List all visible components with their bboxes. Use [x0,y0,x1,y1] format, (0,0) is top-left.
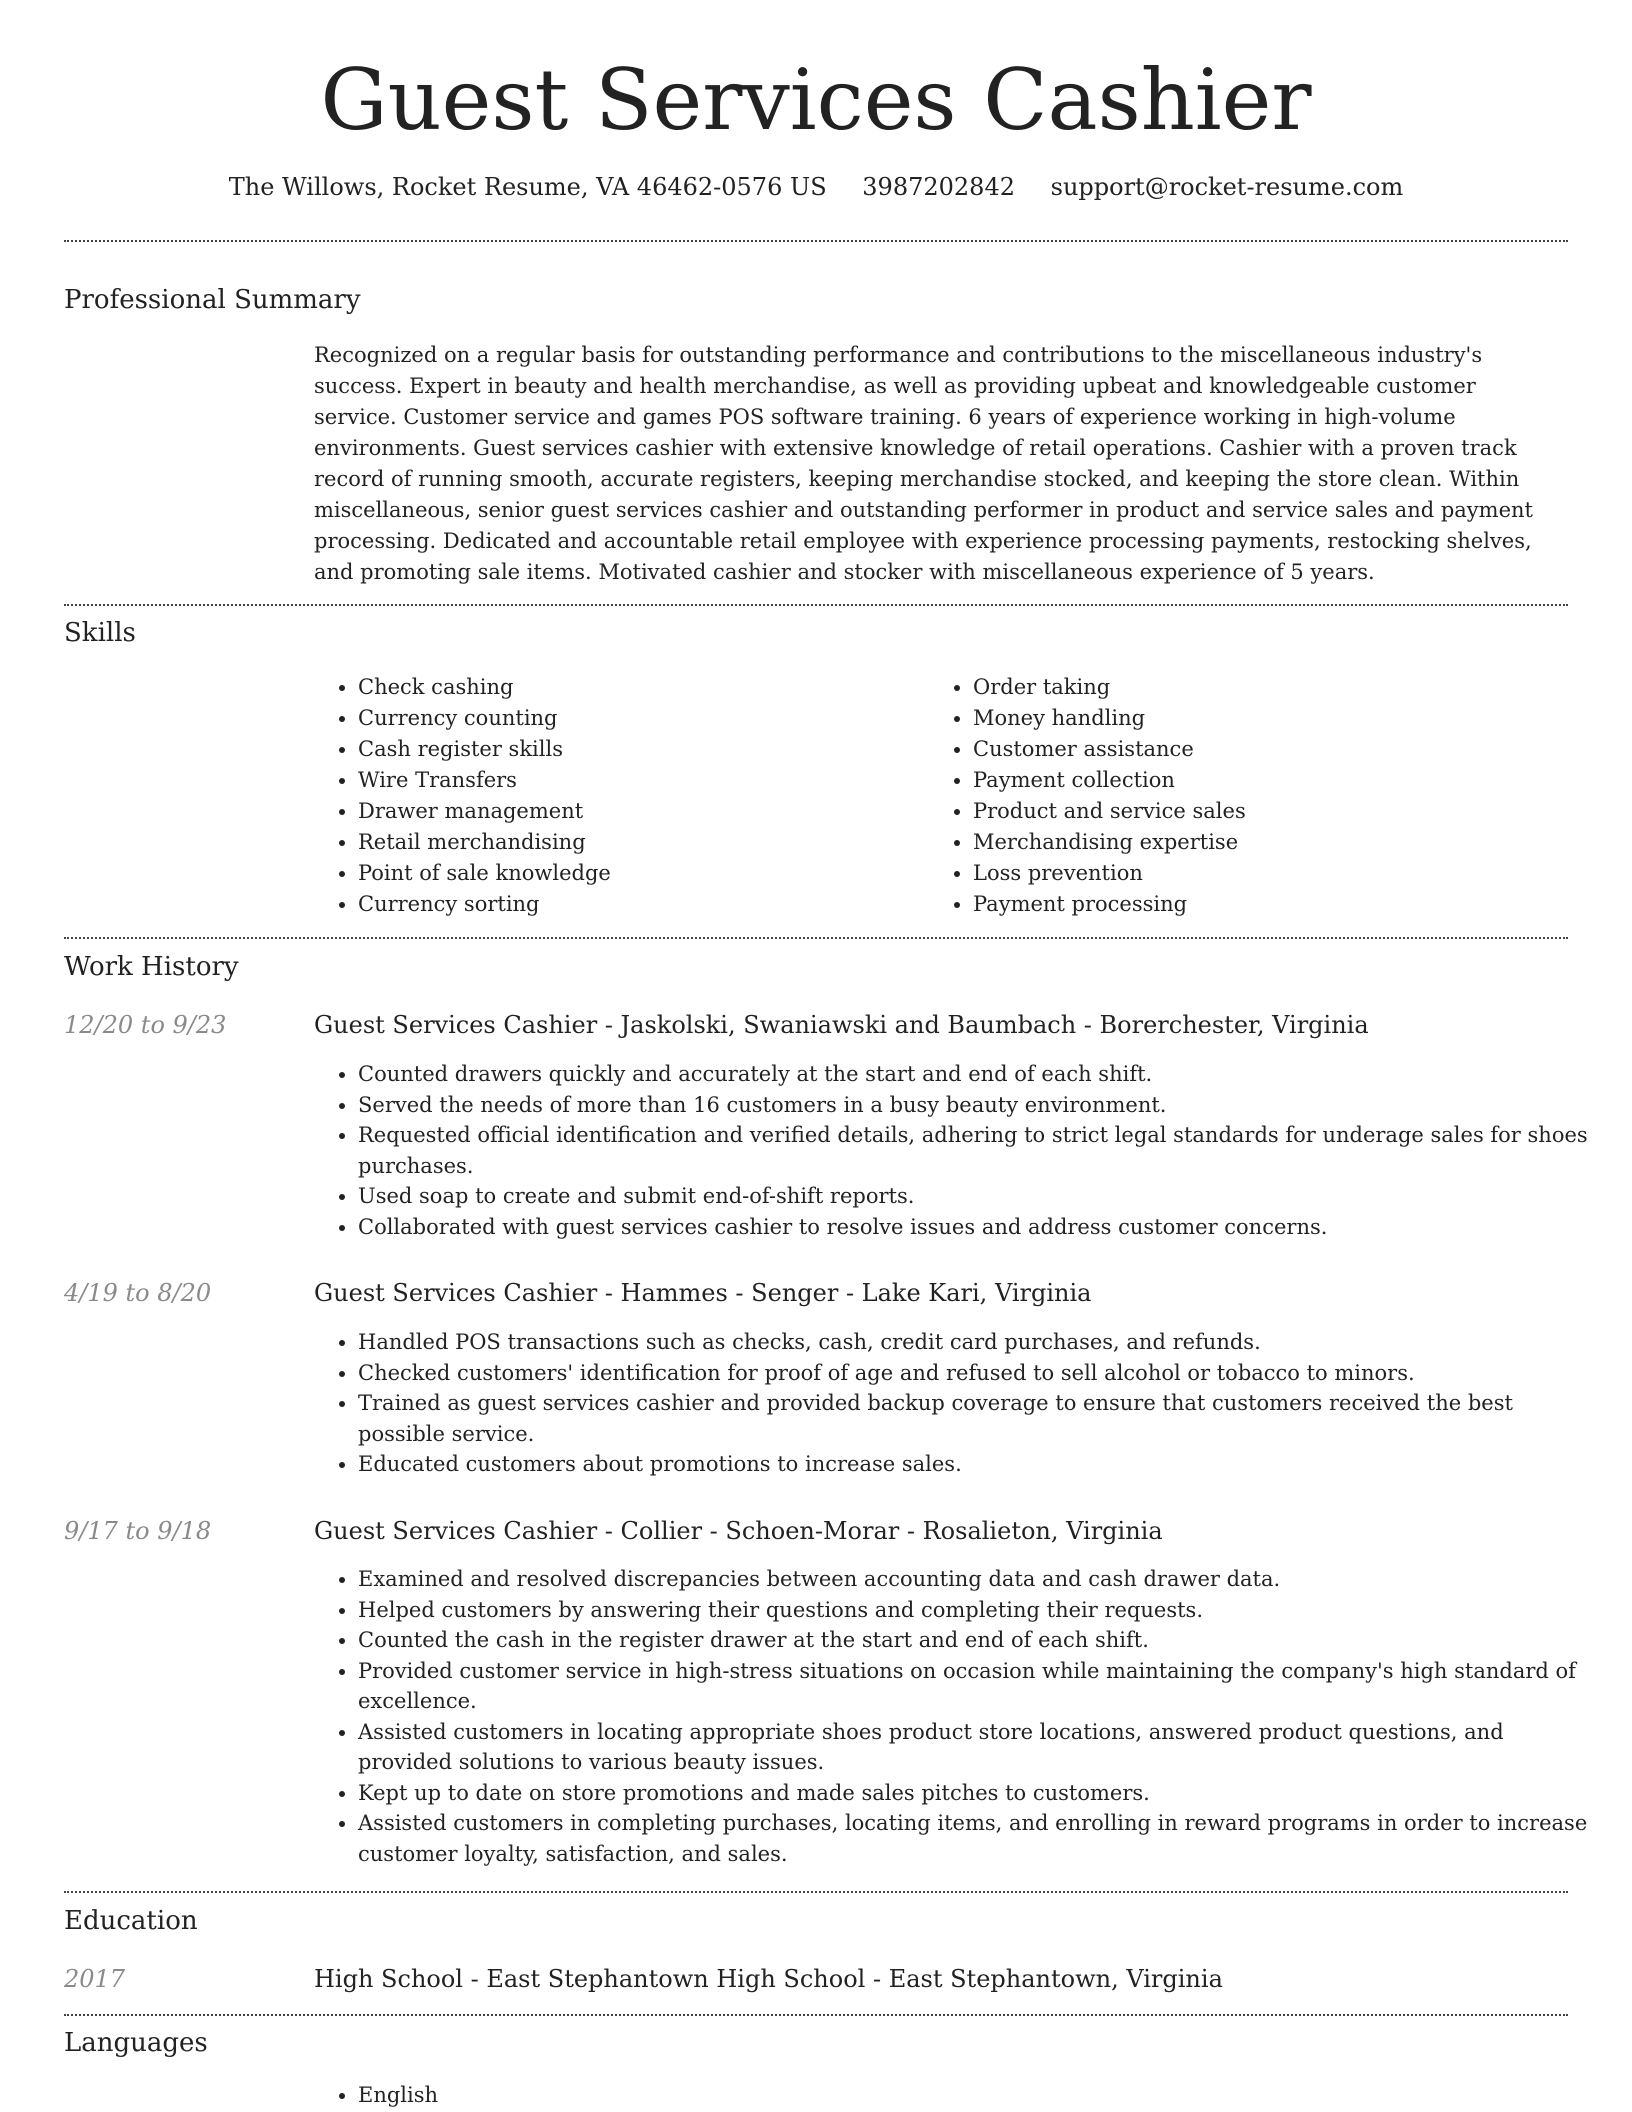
job-bullet: • Counted the cash in the register drawer at the start and end of each shift. [358,1625,1588,1656]
candidate-name: Guest Services Cashier [320,51,1312,149]
job-bullet: • Provided customer service in high-stress situations on occasion while maintaining the company's high standard of excellence. [358,1656,1588,1717]
contact-address: The Willows, Rocket Resume, VA 46462-0576 US [228,173,827,201]
skill-item: • Wire Transfers [358,765,918,796]
skill-item: • Money handling [973,703,1573,734]
job-bullet: • Used soap to create and submit end-of-shift reports. [358,1181,1588,1212]
job-heading: Guest Services Cashier - Hammes - Senger - Lake Kari, Virginia [314,1279,1092,1307]
languages-section-title: Languages [64,2028,208,2058]
skill-item: • Point of sale knowledge [358,858,918,889]
section-divider [64,1891,1568,1893]
summary-section-title: Professional Summary [64,285,361,315]
job-bullets [314,1059,1588,1242]
section-divider [64,2014,1568,2016]
job-bullet: • Requested official identification and verified details, adhering to strict legal standards for underage sales for shoes purchases. [358,1120,1588,1181]
section-divider [64,604,1568,606]
skills-section-title: Skills [64,618,136,648]
languages-list [314,2080,438,2111]
skill-item: • Drawer management [358,796,918,827]
education-year: 2017 [64,1965,126,1993]
work-section-title: Work History [64,952,239,982]
job-bullet: • Counted drawers quickly and accurately at the start and end of each shift. [358,1059,1588,1090]
skill-item: • Retail merchandising [358,827,918,858]
language-item: • English [358,2080,438,2111]
job-heading: Guest Services Cashier - Jaskolski, Swaniawski and Baumbach - Borerchester, Virginia [314,1011,1369,1039]
job-bullet: • Collaborated with guest services cashier to resolve issues and address customer concerns. [358,1212,1588,1243]
job-dates: 12/20 to 9/23 [64,1011,227,1039]
skill-item: • Cash register skills [358,734,918,765]
summary-text: Recognized on a regular basis for outstanding performance and contributions to the miscellaneous industry's success. Expert in beauty and health merchandise, as well as providing upbeat and knowledgeable customer service. Customer service and games POS software training. 6 years of experience working in high-volume environments. Guest services cashier with extensive knowledge of retail operations. Cashier with a proven track record of running smooth, accurate registers, keeping merchandise stocked, and keeping the store clean. Within miscellaneous, senior guest services cashier and outstanding performer in product and service sales and payment processing. Dedicated and accountable retail employee with experience processing payments, restocking shelves, and promoting sale items. Motivated cashier and stocker with miscellaneous experience of 5 years. [314,343,1533,584]
skills-list-left [314,672,918,920]
education-section-title: Education [64,1906,198,1936]
contact-email[interactable]: support@rocket-resume.com [1050,173,1404,201]
contact-phone: 3987202842 [862,173,1015,201]
job-bullet: • Handled POS transactions such as checks, cash, credit card purchases, and refunds. [358,1327,1588,1358]
skill-item: • Merchandising expertise [973,827,1573,858]
job-bullet: • Kept up to date on store promotions and made sales pitches to customers. [358,1778,1588,1809]
job-heading: Guest Services Cashier - Collier - Schoen-Morar - Rosalieton, Virginia [314,1517,1163,1545]
job-dates: 4/19 to 8/20 [64,1279,212,1307]
job-bullet: • Educated customers about promotions to increase sales. [358,1449,1588,1480]
skill-item: • Payment processing [973,889,1573,920]
skill-item: • Order taking [973,672,1573,703]
job-bullet: • Assisted customers in completing purchases, locating items, and enrolling in reward programs in order to increase customer loyalty, satisfaction, and sales. [358,1808,1588,1869]
job-bullet: • Assisted customers in locating appropriate shoes product store locations, answered product questions, and provided solutions to various beauty issues. [358,1717,1588,1778]
skill-item: • Currency counting [358,703,918,734]
skill-item: • Loss prevention [973,858,1573,889]
skill-item: • Payment collection [973,765,1573,796]
job-bullet: • Trained as guest services cashier and provided backup coverage to ensure that customers received the best possible service. [358,1388,1588,1449]
job-bullets [314,1327,1588,1480]
education-heading: High School - East Stephantown High School - East Stephantown, Virginia [314,1965,1223,1993]
job-bullets [314,1564,1588,1869]
skill-item: • Check cashing [358,672,918,703]
contact-line [0,170,1632,204]
job-bullet: • Served the needs of more than 16 customers in a busy beauty environment. [358,1090,1588,1121]
skills-list-right [929,672,1573,920]
section-divider [64,240,1568,242]
skill-item: • Currency sorting [358,889,918,920]
job-bullet: • Checked customers' identification for proof of age and refused to sell alcohol or tobacco to minors. [358,1358,1588,1389]
section-divider [64,937,1568,939]
skill-item: • Customer assistance [973,734,1573,765]
job-bullet: • Examined and resolved discrepancies between accounting data and cash drawer data. [358,1564,1588,1595]
job-dates: 9/17 to 9/18 [64,1517,212,1545]
skill-item: • Product and service sales [973,796,1573,827]
job-bullet: • Helped customers by answering their questions and completing their requests. [358,1595,1588,1626]
